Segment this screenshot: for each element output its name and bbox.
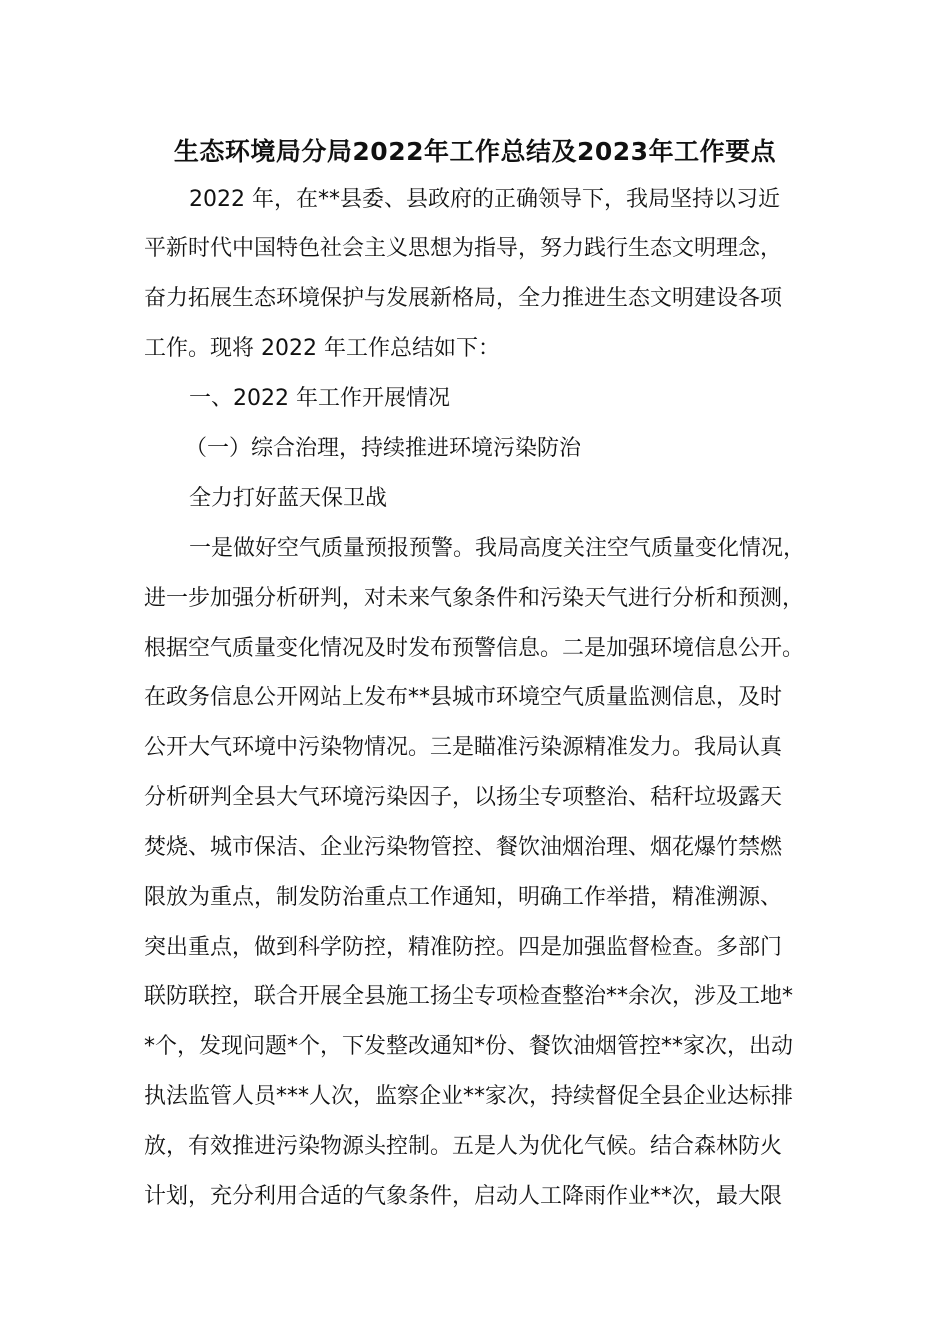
paragraph-line: 分析研判全县大气环境污染因子，以扬尘专项整治、秸秆垃圾露天: [144, 785, 783, 810]
paragraph-line: 根据空气质量变化情况及时发布预警信息。二是加强环境信息公开。: [144, 636, 805, 661]
paragraph-line: 在政务信息公开网站上发布**县城市环境空气质量监测信息，及时: [144, 685, 783, 710]
paragraph-line: 计划，充分利用合适的气象条件，启动人工降雨作业**次，最大限: [144, 1184, 783, 1209]
paragraph-line: 工作。现将 2022 年工作总结如下：: [144, 336, 500, 361]
subsection-subheading: 全力打好蓝天保卫战: [189, 486, 388, 511]
document-title: 生态环境局分局2022年工作总结及2023年工作要点: [173, 137, 777, 166]
paragraph-line: 奋力拓展生态环境保护与发展新格局，全力推进生态文明建设各项: [144, 286, 783, 311]
paragraph-line: 2022 年，在**县委、县政府的正确领导下，我局坚持以习近: [189, 187, 780, 212]
paragraph-line: 放，有效推进污染物源头控制。五是人为优化气候。结合森林防火: [144, 1134, 783, 1159]
paragraph-line: 公开大气环境中污染物情况。三是瞄准污染源精准发力。我局认真: [144, 735, 783, 760]
paragraph-line: *个，发现问题*个，下发整改通知*份、餐饮油烟管控**家次，出动: [144, 1034, 794, 1059]
paragraph-line: 焚烧、城市保洁、企业污染物管控、餐饮油烟治理、烟花爆竹禁燃: [144, 835, 783, 860]
paragraph-line: 一是做好空气质量预报预警。我局高度关注空气质量变化情况，: [189, 536, 806, 561]
paragraph-line: 联防联控，联合开展全县施工扬尘专项检查整治**余次，涉及工地*: [144, 984, 794, 1009]
subsection-heading: （一）综合治理，持续推进环境污染防治: [185, 436, 582, 461]
paragraph-line: 平新时代中国特色社会主义思想为指导，努力践行生态文明理念，: [144, 236, 783, 261]
paragraph-line: 执法监管人员***人次，监察企业**家次，持续督促全县企业达标排: [144, 1084, 794, 1109]
paragraph-line: 进一步加强分析研判，对未来气象条件和污染天气进行分析和预测，: [144, 586, 805, 611]
section-heading: 一、2022 年工作开展情况: [189, 386, 450, 411]
paragraph-line: 突出重点，做到科学防控，精准防控。四是加强监督检查。多部门: [144, 935, 783, 960]
paragraph-line: 限放为重点，制发防治重点工作通知，明确工作举措，精准溯源、: [144, 885, 783, 910]
